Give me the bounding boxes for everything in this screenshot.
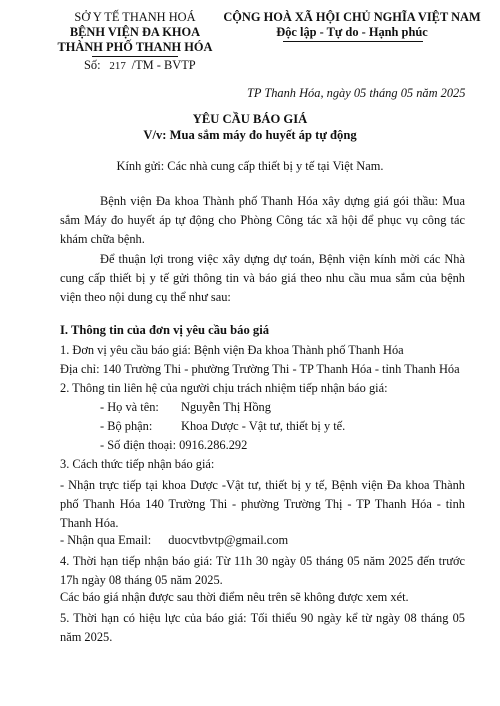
- contact-name-value: Nguyễn Thị Hồng: [181, 400, 271, 414]
- section-1-address: Địa chỉ: 140 Trường Thi - phường Trường Thi - TP Thanh Hóa - tỉnh Thanh Hóa: [60, 362, 460, 376]
- contact-dept-label: - Bộ phận:: [100, 419, 153, 433]
- section-1-item-3: 3. Cách thức tiếp nhận báo giá:: [60, 457, 215, 471]
- receipt-direct: - Nhận trực tiếp tại khoa Dược -Vật tư, thiết bị y tế, Bệnh viện Đa khoa Thành phố Thanh Hóa 140 Trường Thi - phường Trường Thị - TP Thanh Hóa - tỉnh Thanh Hóa.: [60, 478, 465, 530]
- date-month-label: tháng: [369, 86, 398, 100]
- email-address[interactable]: duocvtbvtp@gmail.com: [168, 533, 289, 547]
- email-label: - Nhận qua Email:: [60, 533, 152, 547]
- doc-no-value: 217: [109, 60, 126, 72]
- national-motto: Độc lập - Tự do - Hạnh phúc: [276, 25, 428, 39]
- national-title: CỘNG HOÀ XÃ HỘI CHỦ NGHĨA VIỆT NAM: [223, 10, 481, 24]
- hospital-name-line1: BỆNH VIỆN ĐA KHOA: [69, 25, 201, 39]
- date-year: năm 2025: [416, 86, 466, 100]
- recipient-line: Kính gửi: Các nhà cung cấp thiết bị y tế tại Việt Nam.: [116, 159, 384, 173]
- late-submission-note: Các báo giá nhận được sau thời điểm nêu trên sẽ không được xem xét.: [60, 590, 409, 604]
- section-1-item-1: 1. Đơn vị yêu cầu báo giá: Bệnh viện Đa khoa Thành phố Thanh Hóa: [60, 343, 404, 357]
- section-1-heading: I. Thông tin của đơn vị yêu cầu báo giá: [60, 323, 269, 337]
- date-day: 05: [353, 86, 367, 100]
- intro-paragraph-1: Bệnh viện Đa khoa Thành phố Thanh Hóa xây dựng giá gói thầu: Mua sắm Máy đo huyết áp tự động cho Phòng Công tác xã hội để phục vụ công tác khám chữa bệnh.: [60, 194, 465, 246]
- receipt-email: [60, 533, 288, 548]
- hospital-name-line2: THÀNH PHỐ THANH HÓA: [57, 40, 213, 54]
- contact-phone: - Số điện thoại: 0916.286.292: [100, 438, 248, 452]
- header-left-underline: [92, 56, 178, 57]
- date-place: TP Thanh Hóa, ngày: [247, 86, 351, 100]
- section-1-item-4: 4. Thời hạn tiếp nhận báo giá: Từ 11h 30 ngày 05 tháng 05 năm 2025 đến trước 17h ngày 08 tháng 05 năm 2025.: [60, 554, 465, 587]
- document-title: YÊU CẦU BÁO GIÁ: [192, 112, 308, 126]
- document-subject: V/v: Mua sắm máy đo huyết áp tự động: [143, 128, 357, 142]
- document-date: [247, 86, 465, 101]
- agency-name: SỞ Y TẾ THANH HOÁ: [74, 10, 196, 24]
- date-month: 05: [400, 86, 414, 100]
- section-1-item-5: 5. Thời hạn có hiệu lực của báo giá: Tối thiểu 90 ngày kể từ ngày 08 tháng 05 năm 2025.: [60, 611, 465, 644]
- header-right-underline: [283, 41, 423, 42]
- contact-name-label: - Họ và tên:: [100, 400, 159, 414]
- contact-dept-value: Khoa Dược - Vật tư, thiết bị y tế.: [181, 419, 346, 433]
- intro-paragraph-2: Để thuận lợi trong việc xây dựng dự toán, Bệnh viện kính mời các Nhà cung cấp thiết bị y tế gửi thông tin và báo giá theo nhu cầu mua sắm của bệnh viện theo nội dung cụ thể như sau:: [60, 252, 465, 304]
- doc-no-suffix: /TM - BVTP: [131, 58, 196, 72]
- document-number: [84, 58, 196, 73]
- doc-no-prefix: Số:: [84, 58, 101, 72]
- section-1-item-2: 2. Thông tin liên hệ của người chịu trách nhiệm tiếp nhận báo giá:: [60, 381, 388, 395]
